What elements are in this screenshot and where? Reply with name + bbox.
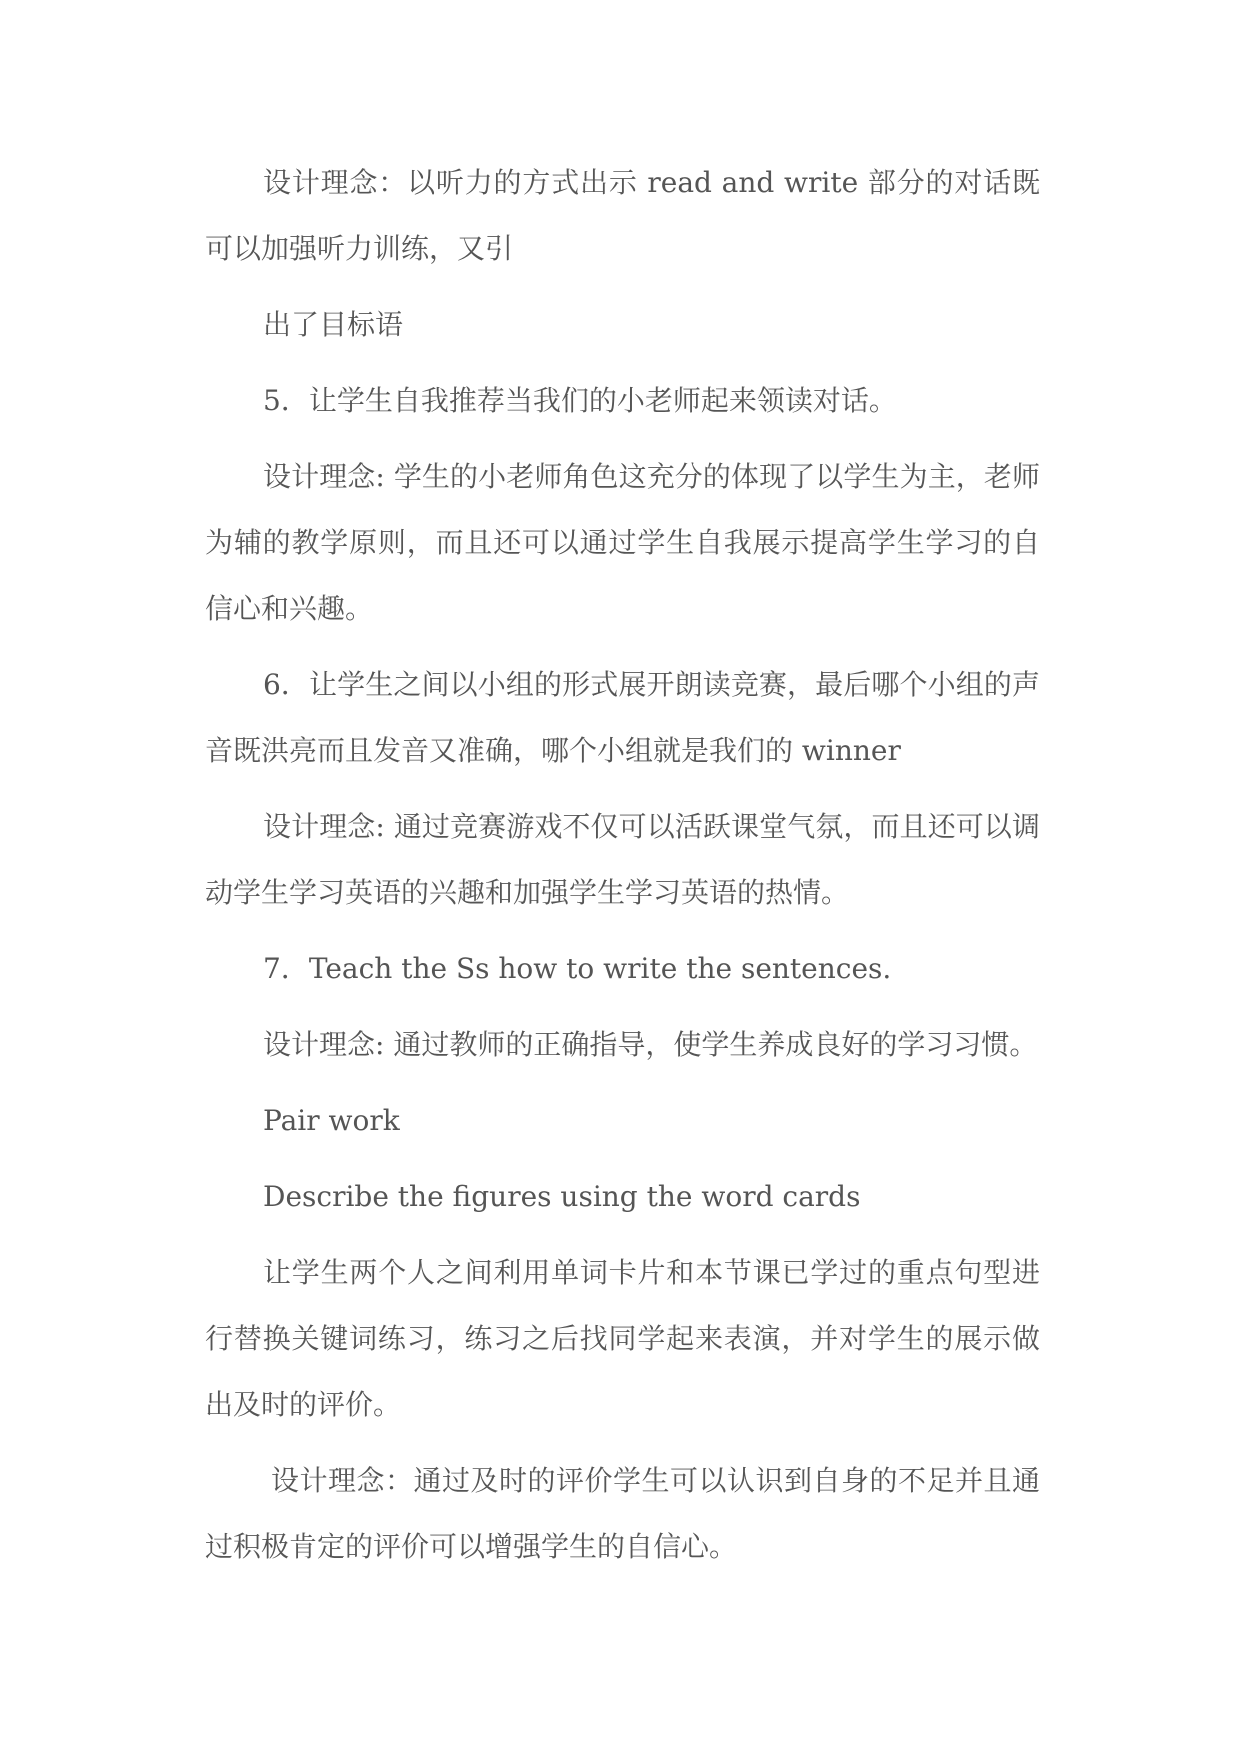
design-concept-little-teacher: 设计理念: 学生的小老师角色这充分的体现了以学生为主，老师为辅的教学原则，而且还可以通过学生自我展示提高学生学习的自信心和兴趣。 <box>205 460 1040 625</box>
step-6-reading-contest: 6．让学生之间以小组的形式展开朗读竞赛，最后哪个小组的声音既洪亮而且发音又准确，哪个小组就是我们的 winner <box>205 668 1040 767</box>
pair-work-heading: Pair work <box>263 1104 400 1137</box>
design-concept-contest: 设计理念: 通过竞赛游戏不仅可以活跃课堂气氛，而且还可以调动学生学习英语的兴趣和加强学生学习英语的热情。 <box>205 810 1040 909</box>
pair-work-description: 让学生两个人之间利用单词卡片和本节课已学过的重点句型进行替换关键词练习，练习之后找同学起来表演，并对学生的展示做出及时的评价。 <box>205 1256 1040 1421</box>
step-7-writing: 7．Teach the Ss how to write the sentences. <box>263 952 892 985</box>
design-concept-listening: 设计理念：以听力的方式出示 read and write 部分的对话既可以加强听力训练，又引 <box>205 166 1040 265</box>
document-body <box>205 150 1040 1590</box>
design-concept-guidance: 设计理念: 通过教师的正确指导，使学生养成良好的学习习惯。 <box>263 1028 1038 1061</box>
design-concept-evaluation: 设计理念：通过及时的评价学生可以认识到自身的不足并且通过积极肯定的评价可以增强学生的自信心。 <box>205 1464 1040 1563</box>
step-5-little-teacher: 5．让学生自我推荐当我们的小老师起来领读对话。 <box>263 384 897 417</box>
pair-work-instruction: Describe the figures using the word cards <box>263 1180 861 1213</box>
target-language-line: 出了目标语 <box>263 308 404 341</box>
